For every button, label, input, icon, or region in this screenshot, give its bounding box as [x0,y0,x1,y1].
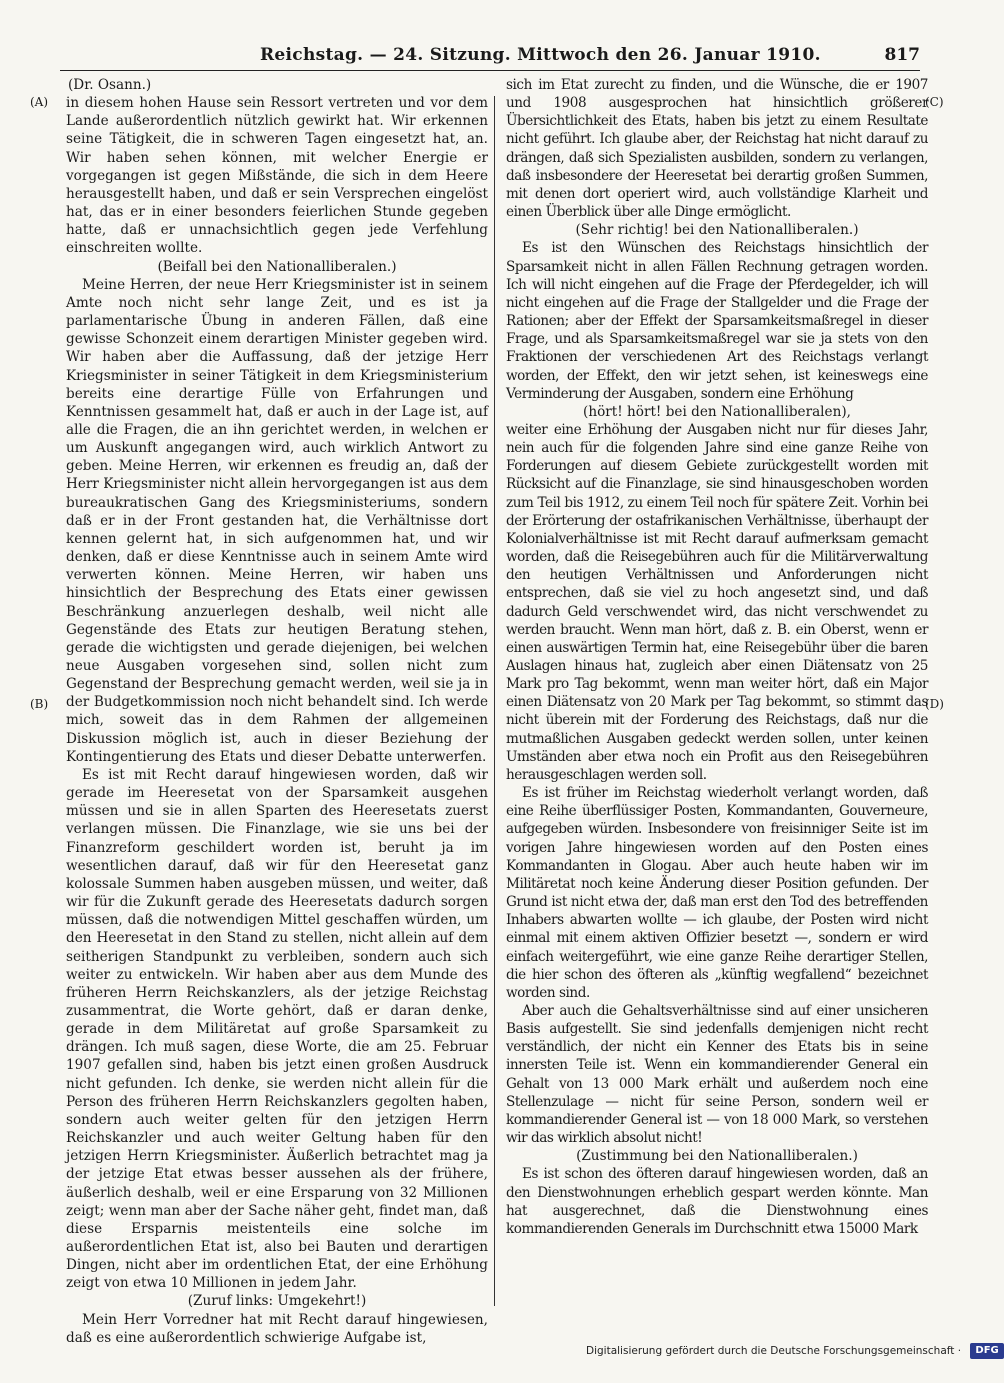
digitization-credit [586,1341,999,1361]
paragraph: Es ist früher im Reichstag wiederholt verlangt worden, daß eine Reihe überflüssiger Posten, Kommandanten, Gouverneure, aufgegeben würden. Insbesondere von freisinniger Seite ist im vorigen Jahre hingewiesen worden auf den Posten eines Kommandanten in Glogau. Aber auch heute haben wir im Militäretat noch keine Änderung dieser Position gefunden. Der Grund ist nicht etwa der, daß man erst den Tod des betreffenden Inhabers abwarten wollte — ich glaube, der Posten wird nicht einmal mit einem aktiven Offizier besetzt —, sondern er wird einfach weitergeführt, wie eine ganze Reihe derartiger Stellen, die hier schon des öfteren als „künftig wegfallend“ bezeichnet worden sind. [506,785,928,1001]
speaker-name: (Dr. Osann.) [68,77,152,93]
right-column [506,76,928,1301]
paragraph: Mein Herr Vorredner hat mit Recht darauf hingewiesen, daß es eine außerordentlich schwierige Aufgabe ist, [66,1311,488,1346]
paragraph: Es ist den Wünschen des Reichstags hinsichtlich der Sparsamkeit nicht in allen Fällen Rechnung getragen worden. Ich will nicht eingehen auf die Frage der Pferdegelder, ich will nicht eingehen auf die Frage der Stallgelder und die Frage der Rationen; aber der Effekt der Sparsamkeitsmaßregel in dieser Frage, und als Sparsamkeitsmaßregel war sie ja stets von den Fraktionen der verschiedenen Art des Reichstags verlangt worden, der Effekt, den wir jetzt sehen, ist keineswegs eine Verminderung der Ausgaben, sondern eine Erhöhung [506,240,928,402]
header-title: Reichstag. — 24. Sitzung. Mittwoch den 26. Januar 1910. [260,45,821,65]
interjection: (Zustimmung bei den Nationalliberalen.) [576,1148,858,1165]
credit-text: Digitalisierung gefördert durch die Deutsche Forschungsgemeinschaft · [586,1345,962,1357]
paragraph: weiter eine Erhöhung der Ausgaben nicht nur für dieses Jahr, nein auch für die folgenden Jahre sind eine ganze Reihe von Forderungen auf diesem Gebiete zurückgestellt worden mit Rücksicht auf die Finanzlage, sie sind hinausgeschoben worden zum Teil bis 1912, zu einem Teil noch für spätere Zeit. Vorhin bei der Erörterung der ostafrikanischen Verhältnisse, überhaupt der Kolonialverhältnisse ist mit Recht darauf aufmerksam gemacht worden, daß die Reisegebühren auch für die Militärverwaltung den heutigen Verhältnissen und Anforderungen nicht entsprechen, daß sie viel zu hoch angesetzt sind, und daß dadurch Geld verschwendet wird, das nicht verschwendet zu werden braucht. Wenn man hört, daß z. B. ein Oberst, wenn er einen auswärtigen Termin hat, eine Reisegebühr über die baren Auslagen hinaus hat, zugleich aber einen Diätensatz von 25 Mark pro Tag bekommt, wenn man weiter hört, daß ein Major einen Diätensatz von 20 Mark per Tag bekommt, so stimmt das nicht überein mit der Forderung des Reichstags, daß nur die mutmaßlichen Ausgaben gedeckt werden sollen, unter keinen Umständen aber etwa noch ein Profit aus den Reisegebühren herausgeschlagen werden soll. [506,421,928,783]
interjection: (hört! hört! bei den Nationalliberalen), [583,403,851,420]
margin-marker-b: (B) [30,697,49,711]
paragraph: sich im Etat zurecht zu finden, und die Wünsche, die er 1907 und 1908 ausgesprochen hat hinsichtlich größerer Übersichtlichkeit des Etats, haben bis jetzt zu einem Resultate nicht geführt. Ich glaube aber, der Reichstag hat nicht darauf zu drängen, daß sich Spezialisten ausbilden, sondern zu verlangen, daß insbesondere der Heeresetat bei derartig großen Summen, mit denen dort operiert wird, auch vollständige Klarheit und einen Überblick über alle Dinge ermöglicht. [506,77,928,221]
interjection: (Zuruf links: Umgekehrt!) [187,1293,367,1310]
dfg-logo-icon: DFG [970,1343,1003,1359]
margin-marker-a: (A) [30,95,49,109]
paragraph: Aber auch die Gehaltsverhältnisse sind auf einer unsicheren Basis aufgestellt. Sie sind jedenfalls demjenigen nicht recht verständlich, der nicht ein Kenner des Etats bis in seine innersten Teile ist. Wenn ein kommandierender General ein Gehalt von 13 000 Mark erhält und außerdem noch eine Stellenzulage — nicht für seine Person, sondern weil er kommandierender General ist — von 18 000 Mark, so verstehen wir das wirklich absolut nicht! [506,1002,928,1147]
paragraph: Es ist schon des öfteren darauf hingewiesen worden, daß an den Dienstwohnungen erheblich gespart werden könnte. Man hat ausgerechnet, daß die Dienstwohnung eines kommandierenden Generals im Durchschnitt etwa 15000 Mark [506,1166,928,1237]
left-column [66,76,488,1346]
page-number: 817 [884,45,920,65]
running-header [60,40,920,71]
column-divider [494,96,495,1306]
interjection: (Sehr richtig! bei den Nationalliberalen.) [575,222,859,239]
paragraph: Es ist mit Recht darauf hingewiesen worden, daß wir gerade im Heeresetat von der Sparsamkeit ausgehen müssen und sie in allen Sparten des Heeresetats zuerst verlangen müssen. Die Finanzlage, wie sie uns bei der Finanzreform geschildert worden ist, beruht ja im wesentlichen darauf, daß wir für den Heeresetat ganz kolossale Summen haben ausgeben müssen, und weiter, daß wir für die Zukunft gerade des Heeresetats dadurch sorgen müssen, daß die notwendigen Mittel geschaffen würden, um den Heeresetat in den Stand zu stellen, nicht allein auf dem seitherigen Standpunkt zu verbleiben, sondern auch sich weiter zu entwickeln. Wir haben aber aus dem Munde des früheren Herrn Reichskanzlers, als der jetzige Reichstag zusammentrat, die Worte gehört, daß er daran denke, gerade in dem Militäretat auf große Sparsamkeit zu drängen. Ich muß sagen, diese Worte, die am 25. Februar 1907 gefallen sind, haben bis jetzt einen großen Ausdruck nicht gefunden. Ich denke, sie werden nicht allein für die Person des früheren Herrn Reichskanzlers gegolten haben, sondern auch weiter gelten für den jetzigen Herrn Reichskanzler und auch weiter Geltung haben für den jetzigen Herrn Kriegsminister. Äußerlich betrachtet mag ja der jetzige Etat etwas besser aussehen als der frühere, äußerlich deshalb, weil er eine Ersparung von 32 Millionen zeigt; wenn man aber der Sache näher geht, findet man, daß diese Ersparnis meistenteils eine solche im außerordentlichen Etat ist, also bei Bauten und derartigen Dingen, nicht aber im ordentlichen Etat, der eine Erhöhung zeigt von etwa 10 Millionen in jedem Jahr. [66,766,488,1292]
interjection: (Beifall bei den Nationalliberalen.) [157,258,397,275]
margin-marker-c: (C) [925,95,944,109]
paragraph: Meine Herren, der neue Herr Kriegsminister ist in seinem Amte noch nicht sehr lange Zeit, und es ist ja parlamentarische Übung in anderen Fällen, daß eine gewisse Schonzeit einem derartigen Minister gegeben wird. Wir haben aber die Auffassung, daß der jetzige Herr Kriegsminister in seiner Tätigkeit in dem Kriegsministerium bereits eine derartige Fülle von Erfahrungen und Kenntnissen gesammelt hat, daß er auch in der Lage ist, auf alle die Fragen, die an ihn gerichtet werden, in welchen er um Auskunft angegangen wird, auch wirklich Antwort zu geben. Meine Herren, wir erkennen es freudig an, daß der Herr Kriegsminister nicht allein hervorgegangen ist aus dem bureaukratischen Gang des Kriegsministeriums, sondern daß er in der Front gestanden hat, die Verhältnisse dort kennen gelernt hat, in sich aufgenommen hat, und wir denken, daß er diese Kenntnisse auch in seinem Amte wird verwerten können. Meine Herren, wir haben uns hinsichtlich der Besprechung des Etats einer gewissen Beschränkung anzuerlegen deshalb, weil nicht alle Gegenstände des Etats zur heutigen Beratung stehen, gerade die wichtigsten und gerade diejenigen, bei welchen neue Ausgaben vorgesehen sind, sollen nicht zum Gegenstand der Besprechung gemacht werden, weil sie ja in der Budgetkommission noch nicht behandelt sind. Ich werde mich, soweit das in dem Rahmen der allgemeinen Diskussion möglich ist, auch in dieser Beziehung der Kontingentierung des Etats und dieser Debatte unterwerfen. [66,276,488,765]
paragraph: in diesem hohen Hause sein Ressort vertreten und vor dem Lande außerordentlich nützlich gewirkt hat. Wir erkennen seine Tätigkeit, die in schweren Tagen eingesetzt hat, an. Wir haben sehen können, mit welcher Energie er vorgegangen ist gegen Mißstände, die sich in dem Heere herausgestellt haben, und daß er sein Versprechen eingelöst hat, das er in einer besonders feierlichen Stunde gegeben hatte, daß er unnachsichtlich gegen jede Verfehlung einschreiten wollte. [66,95,488,257]
margin-marker-d: (D) [925,697,944,711]
